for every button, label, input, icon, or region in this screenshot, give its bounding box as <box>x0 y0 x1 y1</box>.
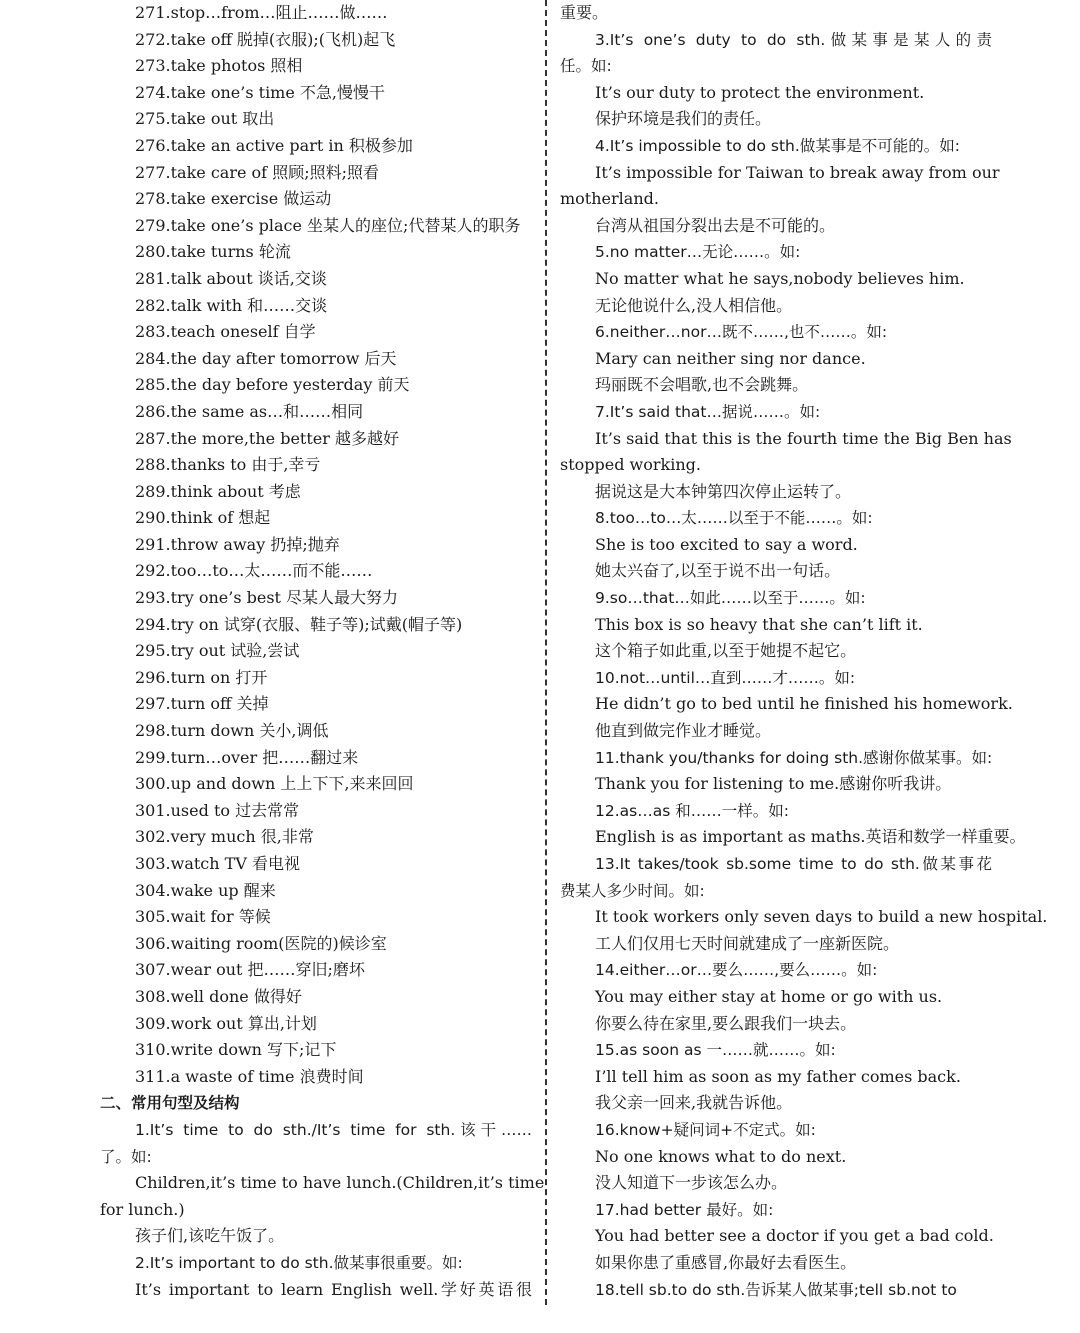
pattern-5-example: No matter what he says,nobody believes him. <box>595 268 965 288</box>
pattern-7-example-cont: stopped working. <box>560 455 701 475</box>
pattern-3: 3.It’s one’s duty to do sth.做某事是某人的责 <box>595 30 992 49</box>
pattern-4-translation: 台湾从祖国分裂出去是不可能的。 <box>595 215 836 235</box>
pattern-3-translation: 保护环境是我们的责任。 <box>595 109 772 129</box>
pattern-1-cont: 了。如: <box>100 1147 152 1166</box>
phrase-item: 285.the day before yesterday 前天 <box>135 375 410 395</box>
pattern-13-translation: 工人们仅用七天时间就建成了一座新医院。 <box>595 933 900 953</box>
pattern-16-translation: 没人知道下一步该怎么办。 <box>595 1173 788 1193</box>
column-divider <box>545 0 547 1305</box>
continued-text: 重要。 <box>560 3 609 22</box>
pattern-15: 15.as soon as 一……就……。如: <box>595 1041 836 1060</box>
phrase-item: 301.used to 过去常常 <box>135 800 300 820</box>
phrase-item: 283.teach oneself 自学 <box>135 322 316 342</box>
phrase-item: 304.wake up 醒来 <box>135 880 276 900</box>
pattern-13-example: It took workers only seven days to build a new hospital. <box>595 907 1048 927</box>
phrase-item: 275.take out 取出 <box>135 109 275 129</box>
pattern-8-example: She is too excited to say a word. <box>595 534 858 554</box>
pattern-9-translation: 这个箱子如此重,以至于她提不起它。 <box>595 641 857 661</box>
phrase-item: 279.take one’s place 坐某人的座位;代替某人的职务 <box>135 215 521 235</box>
phrase-item: 302.very much 很,非常 <box>135 827 314 847</box>
phrase-item: 292.too…to…太……而不能…… <box>135 561 373 581</box>
pattern-12-example: English is as important as maths.英语和数学一样重要。 <box>595 827 1026 847</box>
phrase-item: 290.think of 想起 <box>135 508 271 528</box>
phrase-item: 311.a waste of time 浪费时间 <box>135 1066 364 1086</box>
phrase-item: 276.take an active part in 积极参加 <box>135 135 413 155</box>
pattern-1-example-cont: for lunch.) <box>100 1199 185 1219</box>
phrase-item: 295.try out 试验,尝试 <box>135 641 300 661</box>
phrase-item: 299.turn…over 把……翻过来 <box>135 747 359 767</box>
phrase-item: 300.up and down 上上下下,来来回回 <box>135 774 414 794</box>
pattern-18: 18.tell sb.to do sth.告诉某人做某事;tell sb.not to <box>595 1280 957 1299</box>
pattern-11-example: Thank you for listening to me.感谢你听我讲。 <box>595 774 952 794</box>
left-column <box>100 0 545 1303</box>
phrase-item: 286.the same as…和……相同 <box>135 401 364 421</box>
pattern-4-example: It’s impossible for Taiwan to break away from our <box>595 162 1000 182</box>
phrase-item: 307.wear out 把……穿旧;磨坏 <box>135 960 365 980</box>
pattern-10-translation: 他直到做完作业才睡觉。 <box>595 721 772 741</box>
phrase-item: 271.stop…from…阻止……做…… <box>135 3 388 22</box>
pattern-8-translation: 她太兴奋了,以至于说不出一句话。 <box>595 561 841 581</box>
pattern-16-example: No one knows what to do next. <box>595 1146 847 1166</box>
pattern-17-translation: 如果你患了重感冒,你最好去看医生。 <box>595 1252 857 1272</box>
pattern-10-example: He didn’t go to bed until he finished his homework. <box>595 694 1013 714</box>
phrase-item: 282.talk with 和……交谈 <box>135 295 328 315</box>
phrase-item: 287.the more,the better 越多越好 <box>135 428 399 448</box>
pattern-14: 14.either…or…要么……,要么……。如: <box>595 961 878 980</box>
phrase-item: 296.turn on 打开 <box>135 667 268 687</box>
pattern-9-example: This box is so heavy that she can’t lift it. <box>595 614 923 634</box>
pattern-7: 7.It’s said that…据说……。如: <box>595 402 821 421</box>
pattern-6-translation: 玛丽既不会唱歌,也不会跳舞。 <box>595 375 809 395</box>
pattern-1: 1.It’s time to do sth./It’s time for sth.该干…… <box>135 1120 532 1139</box>
phrase-item: 278.take exercise 做运动 <box>135 189 332 209</box>
phrase-list <box>100 0 532 1090</box>
phrase-item: 294.try on 试穿(衣服、鞋子等);试戴(帽子等) <box>135 614 463 634</box>
pattern-9: 9.so…that…如此……以至于……。如: <box>595 589 866 608</box>
phrase-item: 308.well done 做得好 <box>135 986 302 1006</box>
pattern-4-example-cont: motherland. <box>560 189 659 209</box>
pattern-12: 12.as…as 和……一样。如: <box>595 801 789 820</box>
pattern-4: 4.It’s impossible to do sth.做某事是不可能的。如: <box>595 136 961 155</box>
pattern-10: 10.not…until…直到……才……。如: <box>595 668 856 687</box>
pattern-2: 2.It’s important to do sth.做某事很重要。如: <box>135 1253 463 1272</box>
pattern-15-example: I’ll tell him as soon as my father comes back. <box>595 1066 961 1086</box>
pattern-17-example: You had better see a doctor if you get a bad cold. <box>595 1226 994 1246</box>
phrase-item: 293.try one’s best 尽某人最大努力 <box>135 588 399 608</box>
phrase-item: 306.waiting room(医院的)候诊室 <box>135 933 387 953</box>
pattern-6-example: Mary can neither sing nor dance. <box>595 348 866 368</box>
pattern-3-cont: 任。如: <box>560 57 612 76</box>
phrase-item: 273.take photos 照相 <box>135 56 303 76</box>
pattern-13: 13.It takes/took sb.some time to do sth.做某事花 <box>595 855 992 873</box>
phrase-item: 297.turn off 关掉 <box>135 694 269 714</box>
pattern-1-example: Children,it’s time to have lunch.(Children,it’s time <box>135 1173 545 1193</box>
pattern-7-translation: 据说这是大本钟第四次停止运转了。 <box>595 481 852 501</box>
pattern-17: 17.had better 最好。如: <box>595 1200 774 1219</box>
pattern-1-translation: 孩子们,该吃午饭了。 <box>135 1226 285 1246</box>
phrase-item: 305.wait for 等候 <box>135 907 271 927</box>
section-heading: 二、常用句型及结构 <box>100 1094 240 1113</box>
phrase-item: 274.take one’s time 不急,慢慢干 <box>135 82 385 102</box>
phrase-item: 291.throw away 扔掉;抛弃 <box>135 534 340 554</box>
pattern-13-cont: 费某人多少时间。如: <box>560 881 705 900</box>
phrase-item: 272.take off 脱掉(衣服);(飞机)起飞 <box>135 29 396 49</box>
pattern-5-translation: 无论他说什么,没人相信他。 <box>595 295 793 315</box>
pattern-14-translation: 你要么待在家里,要么跟我们一块去。 <box>595 1013 857 1033</box>
phrase-item: 309.work out 算出,计划 <box>135 1013 317 1033</box>
pattern-2-example: It’s important to learn English well.学好英语很 <box>135 1279 532 1299</box>
pattern-11: 11.thank you/thanks for doing sth.感谢你做某事。如: <box>595 748 993 767</box>
phrase-item: 289.think about 考虑 <box>135 481 301 501</box>
pattern-5: 5.no matter…无论……。如: <box>595 243 801 262</box>
pattern-3-example: It’s our duty to protect the environment. <box>595 82 925 102</box>
pattern-14-example: You may either stay at home or go with us. <box>595 986 943 1006</box>
pattern-7-example: It’s said that this is the fourth time the Big Ben has <box>595 428 1012 448</box>
pattern-6: 6.neither…nor…既不……,也不……。如: <box>595 323 888 342</box>
phrase-item: 277.take care of 照顾;照料;照看 <box>135 162 379 182</box>
phrase-item: 288.thanks to 由于,幸亏 <box>135 455 321 475</box>
pattern-8: 8.too…to…太……以至于不能……。如: <box>595 509 873 528</box>
phrase-item: 284.the day after tomorrow 后天 <box>135 348 397 368</box>
pattern-15-translation: 我父亲一回来,我就告诉他。 <box>595 1093 793 1113</box>
right-column <box>560 0 1048 1303</box>
phrase-item: 280.take turns 轮流 <box>135 242 291 262</box>
phrase-item: 303.watch TV 看电视 <box>135 854 300 873</box>
phrase-item: 298.turn down 关小,调低 <box>135 721 329 741</box>
phrase-item: 310.write down 写下;记下 <box>135 1040 337 1060</box>
pattern-16: 16.know+疑问词+不定式。如: <box>595 1120 816 1139</box>
phrase-item: 281.talk about 谈话,交谈 <box>135 268 327 288</box>
